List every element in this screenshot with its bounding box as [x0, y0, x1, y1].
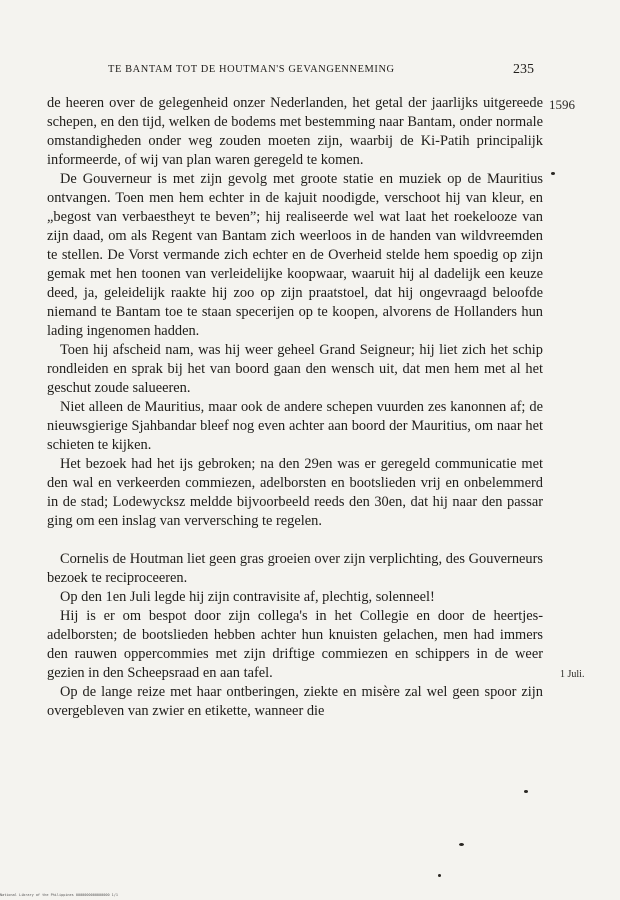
- paragraph-8: Hij is er om bespot door zijn collega's in het Collegie en door de heertjes-adelborsten; de bootslieden hebben achter hun knuisten gelachen, men had immers den rauwen oppercommies met zijn driftige commiezen en schippers in de weer gezien in den Scheepsraad en aan tafel.: [47, 608, 543, 681]
- ink-speck: [459, 843, 464, 846]
- paragraph-5: Het bezoek had het ijs gebroken; na den 29en was er geregeld communicatie met den wal en verkeerden commiezen, adelborsten en bootslieden vrij en onbelemmerd in de stad; Lodewycksz meldde bijvoorbeeld reeds den 30en, dat hij naar den passar ging om een inslag van verversching te regelen.: [47, 456, 543, 529]
- ink-speck: [438, 874, 441, 877]
- scan-credit: National Library of the Philippines 0000000000000000 1/1: [0, 893, 119, 897]
- paragraph-3: Toen hij afscheid nam, was hij weer geheel Grand Seigneur; hij liet zich het schip rondleiden en sprak bij het van boord gaan den wensch uit, dat men hem met al het geschut zoude salueeren.: [47, 342, 543, 396]
- page-number: 235: [513, 62, 534, 77]
- section-gap: [47, 531, 543, 550]
- paragraph-7: Op den 1en Juli legde hij zijn contravisite af, plechtig, solenneel!: [60, 589, 435, 605]
- margin-note-year: 1596: [549, 97, 575, 112]
- paragraph-1: de heeren over de gelegenheid onzer Nederlanden, het getal der jaarlijks uitgereede schepen, en den tijd, welken de bodems met bestemming naar Bantam, onder normale omstandigheden onder weg zouden moeten zijn, waarbij de Ki-Patih principalijk informeerde, of wij van plan waren geregeld te komen.: [47, 95, 543, 168]
- ink-speck: [524, 790, 528, 793]
- paragraph-6: Cornelis de Houtman liet geen gras groeien over zijn verplichting, des Gouverneurs bezoek te reciproceeren.: [47, 551, 543, 586]
- margin-note-date: 1 Juli.: [560, 669, 585, 680]
- paragraph-9: Op de lange reize met haar ontberingen, ziekte en misère zal wel geen spoor zijn overgebleven van zwier en etikette, wanneer die: [47, 684, 543, 719]
- paragraph-4: Niet alleen de Mauritius, maar ook de andere schepen vuurden zes kanonnen af; de nieuwsgierige Sjahbandar bleef nog even achter aan boord der Mauritius, om naar het schieten te kijken.: [47, 399, 543, 453]
- ink-speck: [551, 172, 555, 175]
- running-title: TE BANTAM TOT DE HOUTMAN'S GEVANGENNEMING: [108, 64, 395, 75]
- running-head: [0, 62, 620, 80]
- paragraph-2: De Gouverneur is met zijn gevolg met groote statie en muziek op de Mauritius ontvangen. Toen men hem echter in de kajuit noodigde, verschoot hij van kleur, en „begost van verbaestheyt te beven”; hij realiseerde wel wat laat het roekelooze van zijn daad, om als Regent van Bantam zich weerloos in de handen van wildvreemden te stellen. De Vorst vermande zich echter en de Overheid stelde hem spoedig op zijn gemak met hen toonen van verleidelijke koopwaar, waaruit hij al dadelijk een keuze deed, ja, geleidelijk raakte hij zoo op zijn praatstoel, dat hij ongevraagd beloofde niemand te Bantam toe te staan specerijen op te koopen, alvorens de Hollanders hun lading ingenomen hadden.: [47, 171, 543, 339]
- body-text: [47, 94, 543, 721]
